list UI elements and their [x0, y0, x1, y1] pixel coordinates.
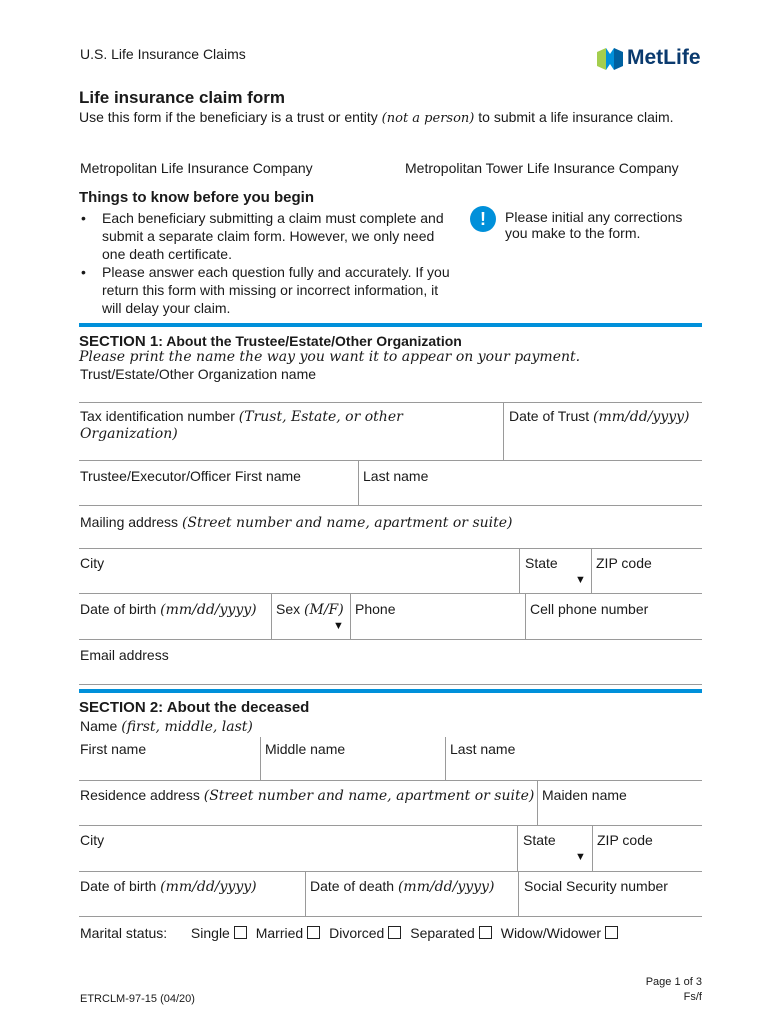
marital-option-married: Married — [255, 925, 304, 941]
company-left: Metropolitan Life Insurance Company — [80, 160, 313, 176]
marital-option-single: Single — [190, 925, 230, 941]
marital-option-divorced: Divorced — [329, 925, 385, 941]
section1-number: SECTION 1 — [79, 333, 159, 350]
dob-text: Date of birth — [80, 601, 161, 617]
deceased-state-dropdown-icon[interactable]: ▼ — [575, 851, 586, 863]
section1-title — [79, 333, 462, 350]
trustee-first-name-label: Trustee/Executor/Officer First name — [80, 468, 301, 484]
sex-dropdown-icon[interactable]: ▼ — [333, 620, 344, 632]
city-label: City — [80, 555, 105, 571]
form-title: Life insurance claim form — [79, 88, 285, 107]
section1-instruction: Please print the name the way you want it to appear on your payment. — [79, 349, 581, 365]
page-number: Page 1 of 3 — [645, 976, 702, 988]
marital-option-separated: Separated — [410, 925, 475, 941]
org-name-label: Trust/Estate/Other Organization name — [80, 366, 317, 382]
residence-address-text: Residence address — [80, 787, 204, 803]
date-of-trust-text: Date of Trust — [509, 408, 594, 424]
divider — [518, 872, 519, 916]
form-id: ETRCLM-97-15 (04/20) — [80, 993, 195, 1005]
residence-field[interactable] — [79, 825, 702, 826]
metlife-logo-icon — [597, 46, 623, 72]
corrections-notice: Please initial any corrections you make to the form. — [505, 209, 683, 241]
list-item: • Please answer each question fully and accurately. If you return this form with missing or incorrect information, it will delay your claim. — [79, 263, 461, 317]
divider — [591, 549, 592, 593]
mailing-address-text: Mailing address — [80, 514, 182, 530]
first-name-label: First name — [80, 741, 147, 757]
deceased-zip-label: ZIP code — [597, 832, 653, 848]
ssn-label: Social Security number — [524, 878, 668, 894]
deceased-name-text: Name — [80, 718, 122, 734]
section2-divider — [79, 689, 702, 693]
deceased-name-label — [80, 718, 253, 735]
marital-status-row — [80, 925, 623, 941]
divider — [350, 594, 351, 639]
deceased-dates-field[interactable] — [79, 916, 702, 917]
tin-field[interactable] — [79, 460, 702, 461]
deceased-city-field[interactable] — [79, 871, 702, 872]
divider — [358, 461, 359, 505]
separated-checkbox[interactable] — [479, 926, 492, 939]
date-of-death-label — [310, 878, 494, 895]
state-label: State — [525, 555, 558, 571]
tin-label — [80, 408, 440, 442]
deceased-name-field[interactable] — [79, 780, 702, 781]
deceased-dob-text: Date of birth — [80, 878, 161, 894]
single-checkbox[interactable] — [234, 926, 247, 939]
mailing-address-field[interactable] — [79, 548, 702, 549]
section1-divider — [79, 323, 702, 327]
deceased-dob-hint: (mm/dd/yyyy) — [160, 879, 257, 895]
city-state-zip-field[interactable] — [79, 593, 702, 594]
mailing-address-label — [80, 514, 513, 531]
deceased-dob-label — [80, 878, 257, 895]
zip-label: ZIP code — [596, 555, 652, 571]
brand-name: MetLife — [627, 46, 701, 69]
widow-checkbox[interactable] — [605, 926, 618, 939]
divider — [592, 826, 593, 871]
date-of-death-text: Date of death — [310, 878, 398, 894]
married-checkbox[interactable] — [307, 926, 320, 939]
divorced-checkbox[interactable] — [388, 926, 401, 939]
divider — [260, 737, 261, 780]
sex-hint: (M/F) — [304, 602, 344, 618]
list-item: • Each beneficiary submitting a claim must complete and submit a separate claim form. However, we only need one death certificate. — [79, 209, 461, 263]
intro-part-a: Use this form if the beneficiary is a trust or entity — [79, 109, 382, 125]
sex-text: Sex — [276, 601, 305, 617]
deceased-state-label: State — [523, 832, 556, 848]
program-label: U.S. Life Insurance Claims — [80, 46, 246, 62]
exclamation-icon: ! — [470, 206, 496, 232]
deceased-city-label: City — [80, 832, 105, 848]
divider — [519, 549, 520, 593]
date-of-trust-hint: (mm/dd/yyyy) — [593, 409, 690, 425]
divider — [537, 781, 538, 825]
section2-title: SECTION 2: About the deceased — [79, 699, 310, 716]
marital-option-widow: Widow/Widower — [500, 925, 602, 941]
deceased-name-hint: (first, middle, last) — [121, 719, 253, 735]
dob-phone-field[interactable] — [79, 639, 702, 640]
date-of-death-hint: (mm/dd/yyyy) — [397, 879, 495, 895]
tin-hint: (Trust, Estate, or other Organization) — [80, 409, 403, 442]
tin-label-text: Tax identification number — [80, 408, 239, 424]
residence-address-label — [80, 787, 534, 804]
mailing-address-hint: (Street number and name, apartment or suite) — [181, 515, 513, 531]
residence-address-hint: (Street number and name, apartment or suite) — [203, 788, 535, 804]
things-heading: Things to know before you begin — [79, 189, 314, 206]
dob-label — [80, 601, 257, 618]
middle-name-label: Middle name — [265, 741, 346, 757]
intro-emphasis: (not a person) — [381, 111, 475, 126]
intro-part-b: to submit a life insurance claim. — [474, 109, 674, 125]
email-field[interactable] — [79, 684, 702, 685]
divider — [517, 826, 518, 871]
section1-title-text: : About the Trustee/Estate/Other Organization — [158, 333, 462, 349]
divider — [271, 594, 272, 639]
form-code: Fs/f — [683, 991, 702, 1003]
maiden-name-label: Maiden name — [542, 787, 627, 803]
date-of-trust-label — [509, 408, 690, 425]
things-list — [79, 209, 461, 317]
last-name-label: Last name — [450, 741, 516, 757]
dob-hint: (mm/dd/yyyy) — [160, 602, 257, 618]
company-right: Metropolitan Tower Life Insurance Company — [405, 160, 679, 176]
divider — [305, 872, 306, 916]
phone-label: Phone — [355, 601, 396, 617]
divider — [445, 737, 446, 780]
sex-label — [276, 601, 344, 618]
cell-phone-label: Cell phone number — [530, 601, 649, 617]
org-name-field[interactable] — [79, 402, 702, 403]
divider — [525, 594, 526, 639]
email-label: Email address — [80, 647, 169, 663]
marital-status-label: Marital status: — [80, 925, 168, 941]
intro-text — [79, 109, 689, 127]
divider — [503, 403, 504, 461]
trustee-name-field[interactable] — [79, 505, 702, 506]
trustee-last-name-label: Last name — [363, 468, 429, 484]
state-dropdown-icon[interactable]: ▼ — [575, 574, 586, 586]
